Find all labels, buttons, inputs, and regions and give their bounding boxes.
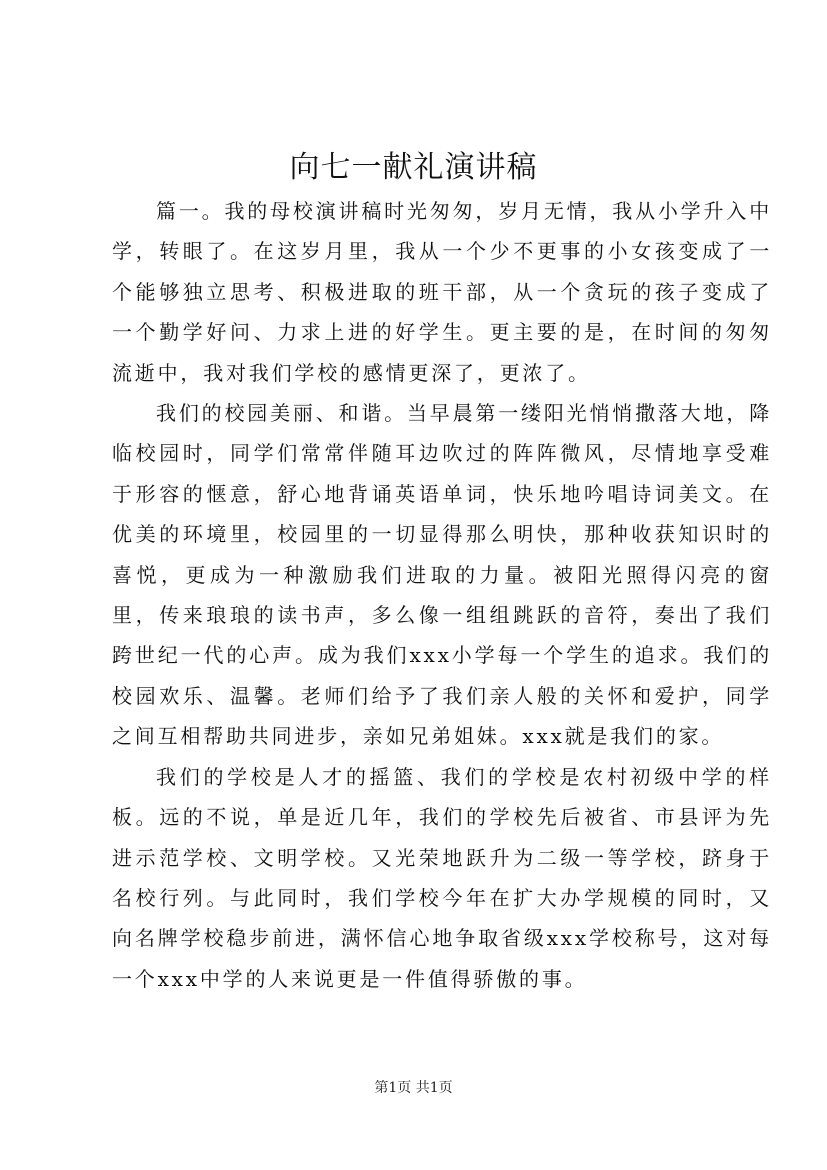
paragraph-3: 我们的学校是人才的摇篮、我们的学校是农村初级中学的样板。远的不说，单是近几年，我们的学校先后被省、市县评为先进示范学校、文明学校。又光荣地跃升为二级一等学校，跻身于名校行列。与此同时，我们学校今年在扩大办学规模的同时，又向名牌学校稳步前进，满怀信心地争取省级xxx学校称号，这对每一个xxx中学的人来说更是一件值得骄傲的事。 <box>112 764 772 991</box>
paragraph-1: 篇一。我的母校演讲稿时光匆匆，岁月无情，我从小学升入中学，转眼了。在这岁月里，我从一个少不更事的小女孩变成了一个能够独立思考、积极进取的班干部，从一个贪玩的孩子变成了一个勤学好问、力求上进的好学生。更主要的是，在时间的匆匆流逝中，我对我们学校的感情更深了，更浓了。 <box>112 199 772 385</box>
document-body <box>112 191 772 999</box>
page-footer: 第1页 共1页 <box>374 1080 453 1096</box>
document-title: 向七一献礼演讲稿 <box>289 150 538 185</box>
paragraph-2: 我们的校园美丽、和谐。当早晨第一缕阳光悄悄撒落大地，降临校园时，同学们常常伴随耳边吹过的阵阵微风，尽情地享受难于形容的惬意，舒心地背诵英语单词，快乐地吟唱诗词美文。在优美的环境里，校园里的一切显得那么明快，那种收获知识时的喜悦，更成为一种激励我们进取的力量。被阳光照得闪亮的窗里，传来琅琅的读书声，多么像一组组跳跃的音符，奏出了我们跨世纪一代的心声。成为我们xxx小学每一个学生的追求。我们的校园欢乐、温馨。老师们给予了我们亲人般的关怀和爱护，同学之间互相帮助共同进步，亲如兄弟姐妹。xxx就是我们的家。 <box>112 401 772 749</box>
